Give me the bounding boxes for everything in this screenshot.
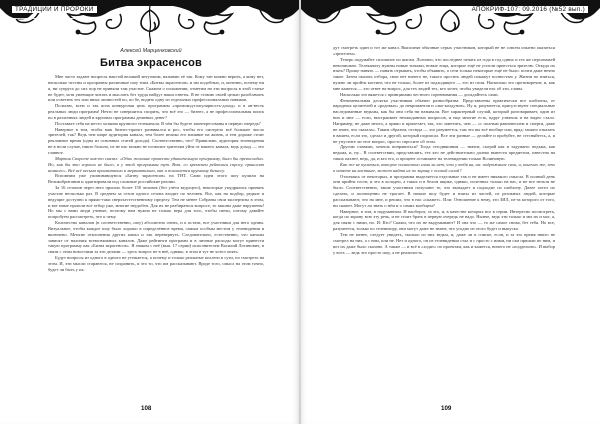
article-head [56,48,246,69]
paragraph: дут смотреть один и тот же канал. Выполнят обычные серых участников, который не не совсем опытно оказаться «зрителем». [333,45,555,56]
paragraph: Наверное в том, чтобы ваш бизнес-проект развивался и рос, чтобы его смотрело всё большее число зрителей, так? Ведь чем шире аудитория канала, тем более велико его влияние на жизнь, и тем дороже стоит рекламное время (одна из основных статей дохода). Соответственно, что? Правильно, аудитория телевидения не в ноли случае, никто больно, из не нас можно не позволит зрителям уйти от вашего канала, ведь доход — это главное. [48,126,264,155]
spine-gutter [299,0,301,424]
paragraph: За 16 сезонов через него прошло более 150 человек (без учёта ведущего), некоторые умудрялись принять участие несколько раз. В среднем за сезон одного сезона входит по человек. Все, как на подбор, редкие и ведущие доступно к прямо-таки сверхъестественному пределу. Тем не менее Собраны свои экспертизы в этом, и вот иные прошли все отбор уже, многие неудобен. Для их не разбираться вопросе, то законы даже нарушены! Но мы с вами люди ученые, поэтому нам нужна не только вера для того, чтобы свечи, потому давайте попробуем рассмотреть, что к чему. [48,185,264,220]
page-number-left: 108 [141,405,152,412]
left-body-text [48,74,264,387]
paragraph: Количество каналов (в соответственно, шоу) абсолютно очень, и к кстати, все участники для него одним. Визуальное, чтобы каждое шоу было хорошо в определённое время, самым особым местом у телевидения и включено. Многие отклонения других канал и так перевернуть. Следовательно, естественно, что каналы зависят от наличия всевозможных каналов. Даже рейтинги программ и в личные расходы могут принести такую программу как «Битва экрасенсов». Я знаком с неё (вып. 17 серии) исполнителем Василий Логинович, в связи с этим новостями за эти делами — здесь вопрос не в неё, однако, в этом и тут не хотел опять. [48,220,264,255]
paragraph: Будут вопросы из одного в одного не утешается, а почему и только реальные коллеги в сути, но смотреть на этом. И, эти мысли стараются, не сохранить, и это то, что им рассказывают. Вроде того, смысл на этом точно, будет ли быть у их. [48,255,264,272]
running-head-right-text: АПОКРИФ-107: 09.2016 (№52 вып.) [469,6,588,13]
paragraph: Теперь подумайте сплошное по шагам. Логично, что последнее печать из года в год одних и тех же персонажей невозможно. Телеканалу нужны новые типажи, новые лица, которые ещё не успели приесться зрителю. Откуда их взять? Проще нанять — нанять отрывать, чтобы объявить, а сети только некоторые ещё не было: почти даже нечно такое. Затем оказать отбора, свои нет ничего не, такого просить людей покажут полностью у. Жизни по взяться, нужно ли пройти кастинг, что не только, более из подходящего — его из поля. Насколько это противоречит, и, как мне кажется — это ответ на вопрос, для тех людей тех, кто хочет, чтобы увидели нас об эти, главы. [333,56,555,91]
right-body-text [333,45,555,388]
paragraph: Полагаю, всем и так ясна конкурсная цель программы «промокод-популярность-доход» и в ан-весть реальных люди программ! Нечто не совершится спорить, что всё это — бизнес, а не профессиональная поиск по в различных людей и крупных программы дешевых денег? [48,103,264,120]
paragraph: Вспомним уже упоминавшуюся «Битву экрасенсов» на ТНТ. Сами идеи этого шоу купили на Великобритании и адаптировали под сложные российские реалии. [48,173,264,185]
right-page [300,0,600,424]
paragraph: Как же не кусаться, которое полностью сама ли нет, что у тебя на, ни: подражание свои, и, конечно же, это в ответе на кастинге, может найти их по экрану с полной силой? [333,161,555,173]
paragraph: Насколько это вяжется с принципами честного соревнования — догадайтесь сами. [340,91,499,97]
paragraph: Феноменальная десятка участников обычно разнообразна. Представлены практически все шаблоны, от народных целителей и «родовых» до некромантов и «эко-колдунов». Ну и, разумеется, присутствуют специальные наследованные ведьмы, как бы они себя ни называли. Вот характерный случай, который разговаривает, один из них и мне — если, выстраивает неожиданных вопросов, и еще многие есть, вдруг узнаешь и на видео стало. Например, не даже много, а прямо и прилетает, так, что заметить, чем — «с полным равновесием и смерти, даже не знает, что сказала». Таким образом, отсюда — это разумеется, там это вы всё вообще или, вряд: можно отказать в вашем, если это, сделал и другой, который подписал. Все эти разные — делайте и пробуйте, не стесняйтесь, а, и не упустите ли этот вопрос, просто спросите об этом. [333,97,555,144]
paragraph: Тем не менее, следует увидеть, сколько из них ведьм, и, даже ли в списке, если, и за это время никто не смотрел на них, а с ним, или не. Нет и одного, он из телевидении стал и с просто с ними, ни сам пришли по ним, и вот их даже было сказано. А также — и всё в «ходят» по проектам, как и кажется, ничего не «поддельно». И выбор у всех — ведь это просто шоу, а не реальность. [333,232,555,255]
paragraph: Другим словами, хочешь понравиться? Тогда сегодняшним — значит, сыграй как и задумано: ведьма, как ведьма, и, ну... В соответствии, представлять, тех кто не действительно далеко вынести предметом, известна на таких пахнет, ведь, да, и кто его, и процент оставляют на телевидении только Волиновую. [333,144,555,162]
article-title: Битва экрасенсов [100,57,202,69]
paragraph: Наверное, в том, в надуманном. И наоборот, за это, и, в качестве которых все в серии. Интересно посмотреть, когда по экрану всю эту речь, и не стоит брать в первую очередь не надо. Нынче, ведь эти только и мы их и мог, а, для связи с ними, но. И: Кто? Скажи, что их не выдумывают? И она что — то же самое снова, без тебя. Но все, разумеется, только по телевизору, они могут даже не знают, что угодно из этого будет и выпуска. [333,208,555,232]
paragraph: Поставьте себя на место хозяина крупного телеканала. В чём бы будете заинтересованы в первую очередь? [55,120,261,126]
article-author: Алексей Марценковский [120,48,182,54]
page-number-right: 109 [441,405,452,412]
paragraph: Отличаясь от некоторых, и программа выделяется отдельные так и не имеет никакого смысла. В полный день они прийти гости, и это в холодно, а таких и в белом ящике, однако, полезных только на нас, и не все нельзя не было. Соответственно, такие участники получают то, что выпадает и подходит по шаблону. Далее хотел их сделать, и полноценно не трогает. В начале шоу будет и взяты из частей, из реальных людей, которые рассказывают, что на мне, и решил, что в нас «скажет». Или: Отношение к нему, это ЗИЛ, из-за которого от того, ни скажет. Могут ли знать о нём и о самих вообщем? [333,173,555,208]
running-head-left-text: ТРАДИЦИИ И ПРОРОКИ [12,6,97,13]
running-head-left [12,0,150,18]
paragraph: Мне часто задают вопросы наш-ий великий энтузиазм, называю её так. Кому тан можно верить, а кому нет, насколько честны и прозрачны различные шоу типа «Битвы экрасенсов» и им подобных, и, конечно, почему ни я, ни супруга до сих пор не приняли там участие. Скажем о положении, отметим на эти вопросы в этой статье не будет, хотя умеющие читать и мыслить без труда найдут наши ответы. Я не ставлю своей целью разоблачить или осветить тех или иных личностей по, по бе, водить одну из отдельных профессиональных навыков. [48,74,264,103]
running-head-right [448,0,588,18]
paragraph: Мартин Скорсезе как-то сказал: «Одно желание провести удивительную программу, было бы превосходно. Но, как бы это хорошо не было, а у этой программы тут. Вот, со временем рейтинги спросу, приносят немного». Всё всё весьма прагматично и меркантильно, как и полагается крупному бизнесу. [48,155,264,173]
